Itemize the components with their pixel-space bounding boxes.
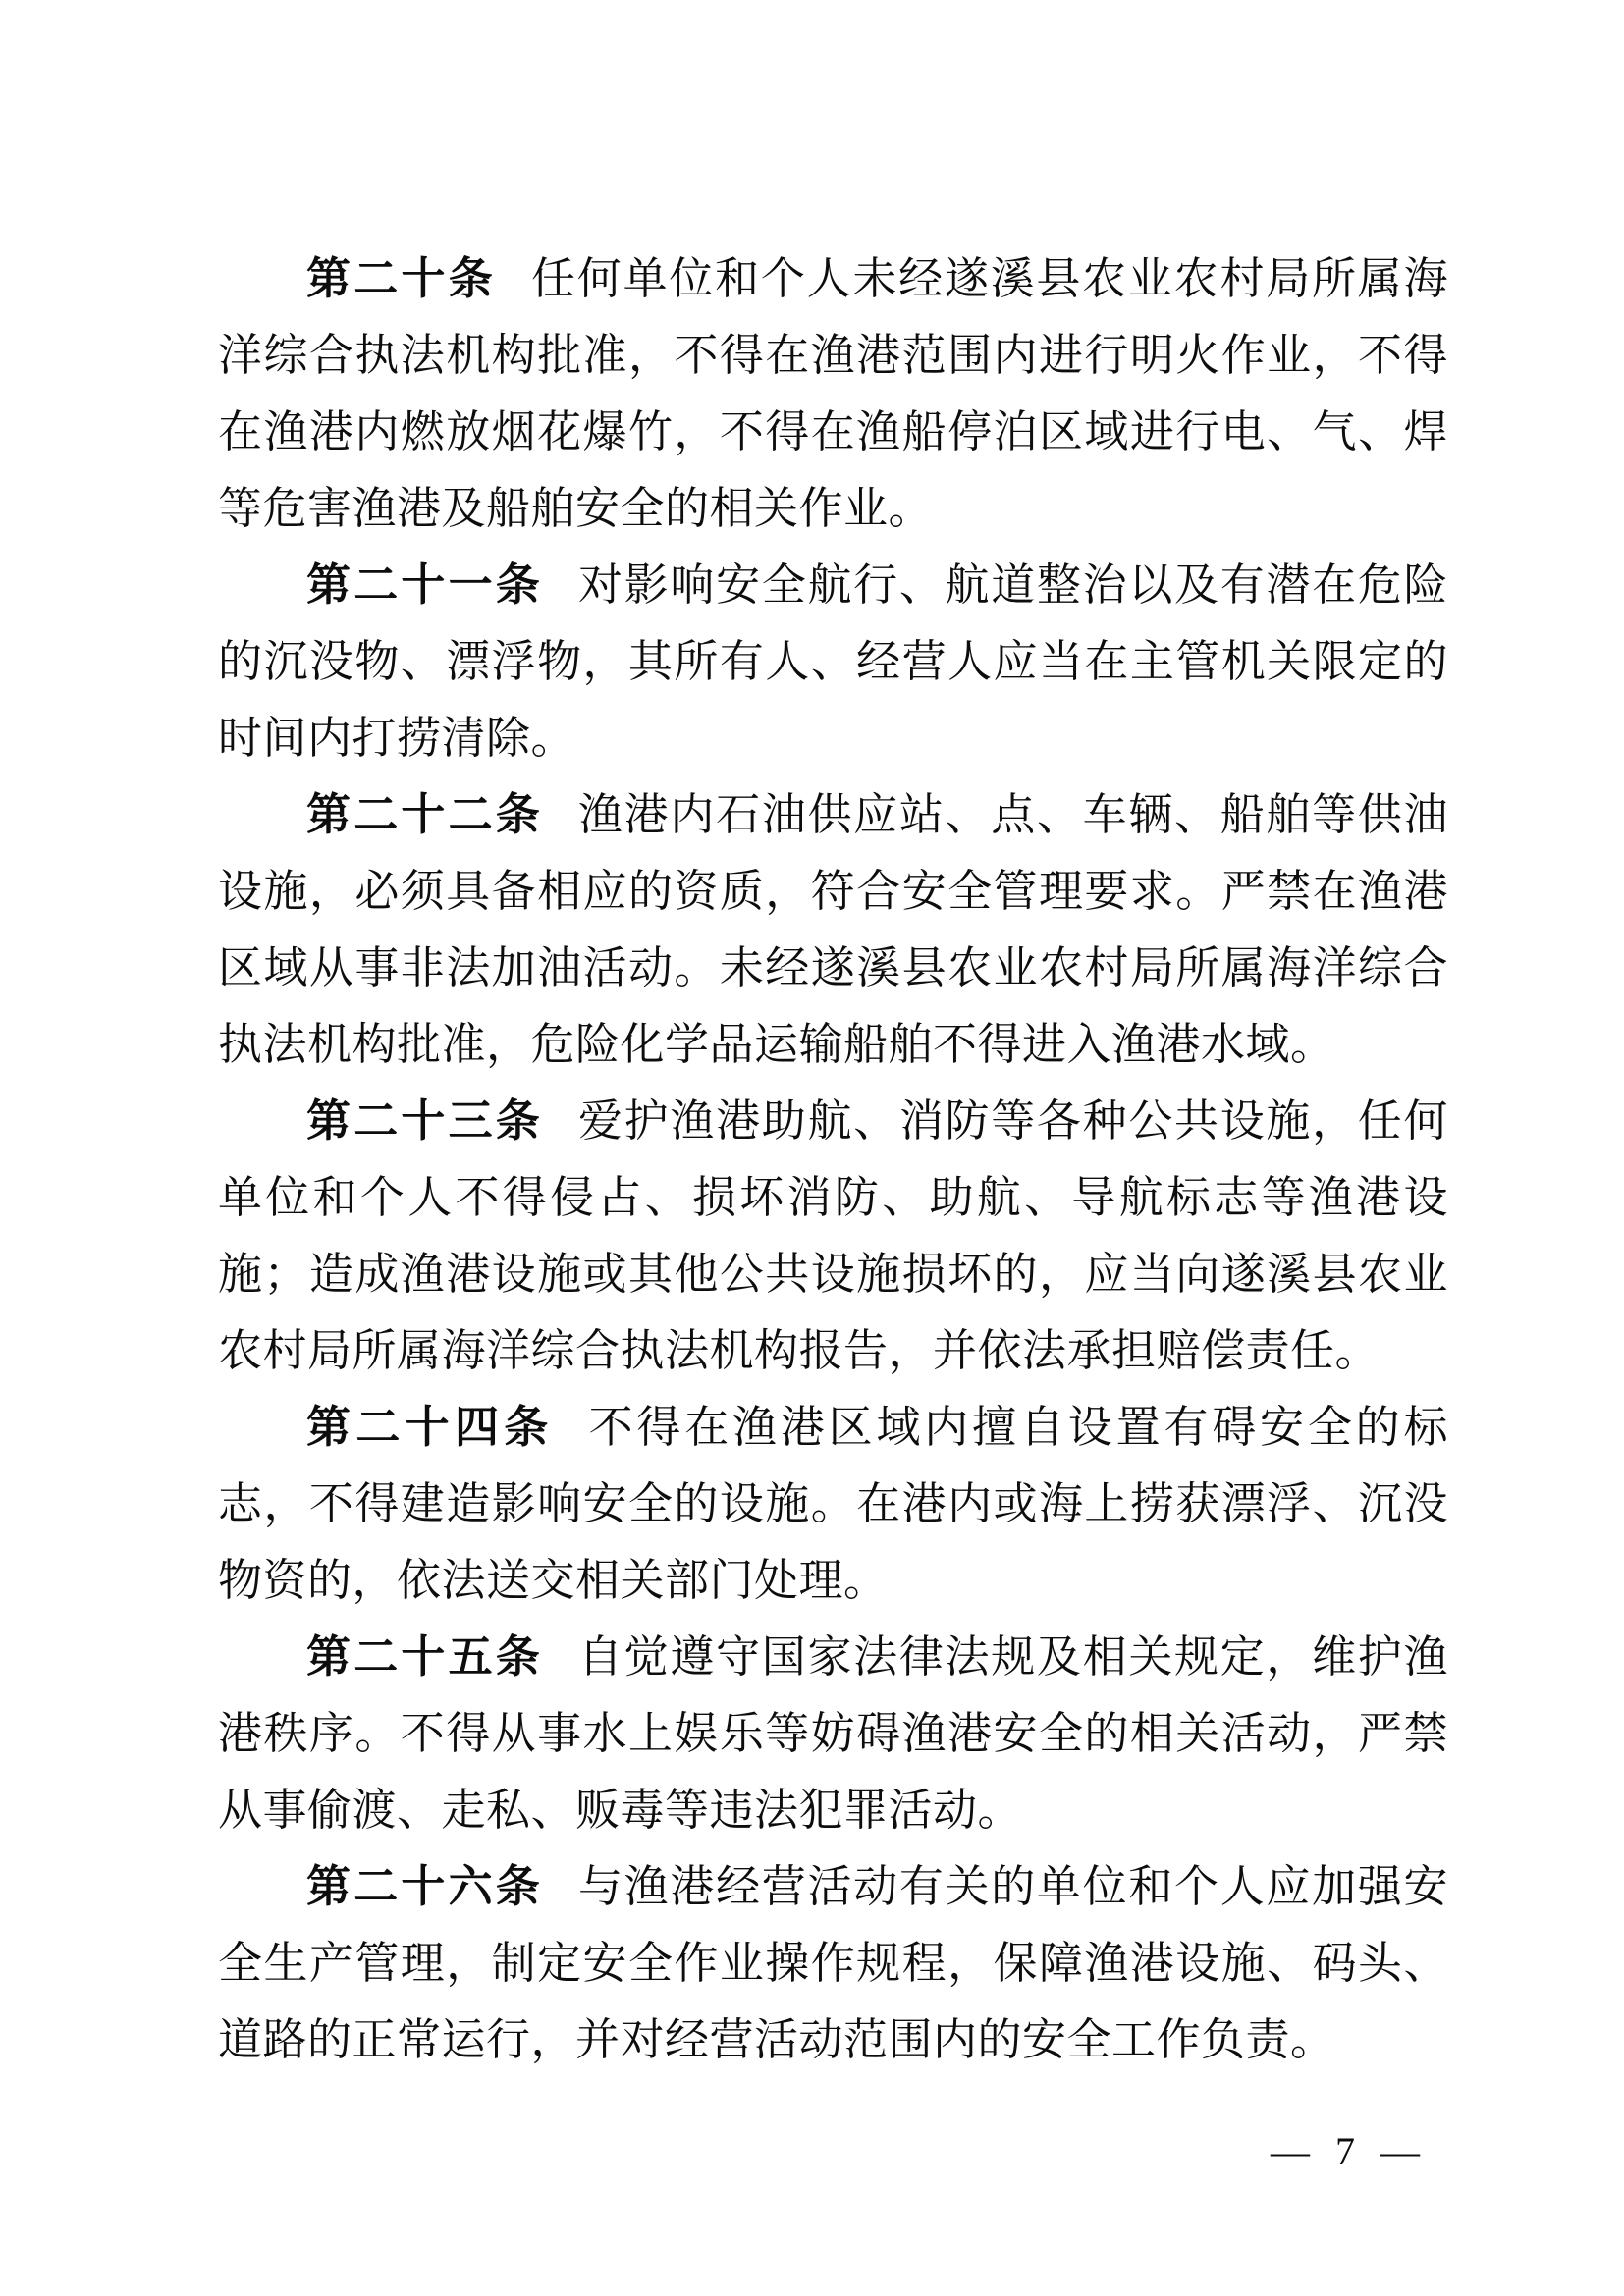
article-24 [218, 1389, 1448, 1619]
article-24-text: 不得在渔港区域内擅自设置有碍安全的标志，不得建造影响安全的设施。在港内或海上捞获漂浮、沉没物资的，依法送交相关部门处理。 [218, 1403, 1448, 1605]
article-23-number: 第二十三条 [306, 1095, 543, 1146]
article-21-text: 对影响安全航行、航道整治以及有潜在危险的沉没物、漂浮物，其所有人、经营人应当在主管机关限定的时间内打捞清除。 [218, 561, 1448, 763]
article-22-number: 第二十二条 [306, 789, 543, 839]
article-22 [218, 776, 1448, 1083]
article-26-text: 与渔港经营活动有关的单位和个人应加强安全生产管理，制定安全作业操作规程，保障渔港设施、码头、道路的正常运行，并对经营活动范围内的安全工作负责。 [218, 1862, 1448, 2064]
article-25 [218, 1619, 1448, 1848]
article-20-text: 任何单位和个人未经遂溪县农业农村局所属海洋综合执法机构批准，不得在渔港范围内进行明火作业，不得在渔港内燃放烟花爆竹，不得在渔船停泊区域进行电、气、焊等危害渔港及船舶安全的相关作业。 [218, 254, 1448, 533]
article-21-number: 第二十一条 [306, 560, 543, 610]
article-20-number: 第二十条 [306, 253, 497, 303]
article-25-number: 第二十五条 [306, 1631, 543, 1682]
article-22-text: 渔港内石油供应站、点、车辆、船舶等供油设施，必须具备相应的资质，符合安全管理要求。严禁在渔港区域从事非法加油活动。未经遂溪县农业农村局所属海洋综合执法机构批准，危险化学品运输船舶不得进入渔港水域。 [218, 790, 1448, 1069]
article-26-number: 第二十六条 [306, 1861, 543, 1911]
article-23 [218, 1083, 1448, 1389]
article-23-text: 爱护渔港助航、消防等各种公共设施，任何单位和个人不得侵占、损坏消防、助航、导航标志等渔港设施；造成渔港设施或其他公共设施损坏的，应当向遂溪县农业农村局所属海洋综合执法机构报告，并依法承担赔偿责任。 [218, 1096, 1448, 1375]
document-body [218, 240, 1448, 2078]
article-24-number: 第二十四条 [306, 1402, 554, 1452]
page-number: — 7 — [1271, 2129, 1428, 2173]
article-21 [218, 547, 1448, 776]
article-20 [218, 240, 1448, 547]
article-26 [218, 1848, 1448, 2078]
article-25-text: 自觉遵守国家法律法规及相关规定，维护渔港秩序。不得从事水上娱乐等妨碍渔港安全的相关活动，严禁从事偷渡、走私、贩毒等违法犯罪活动。 [218, 1632, 1448, 1835]
